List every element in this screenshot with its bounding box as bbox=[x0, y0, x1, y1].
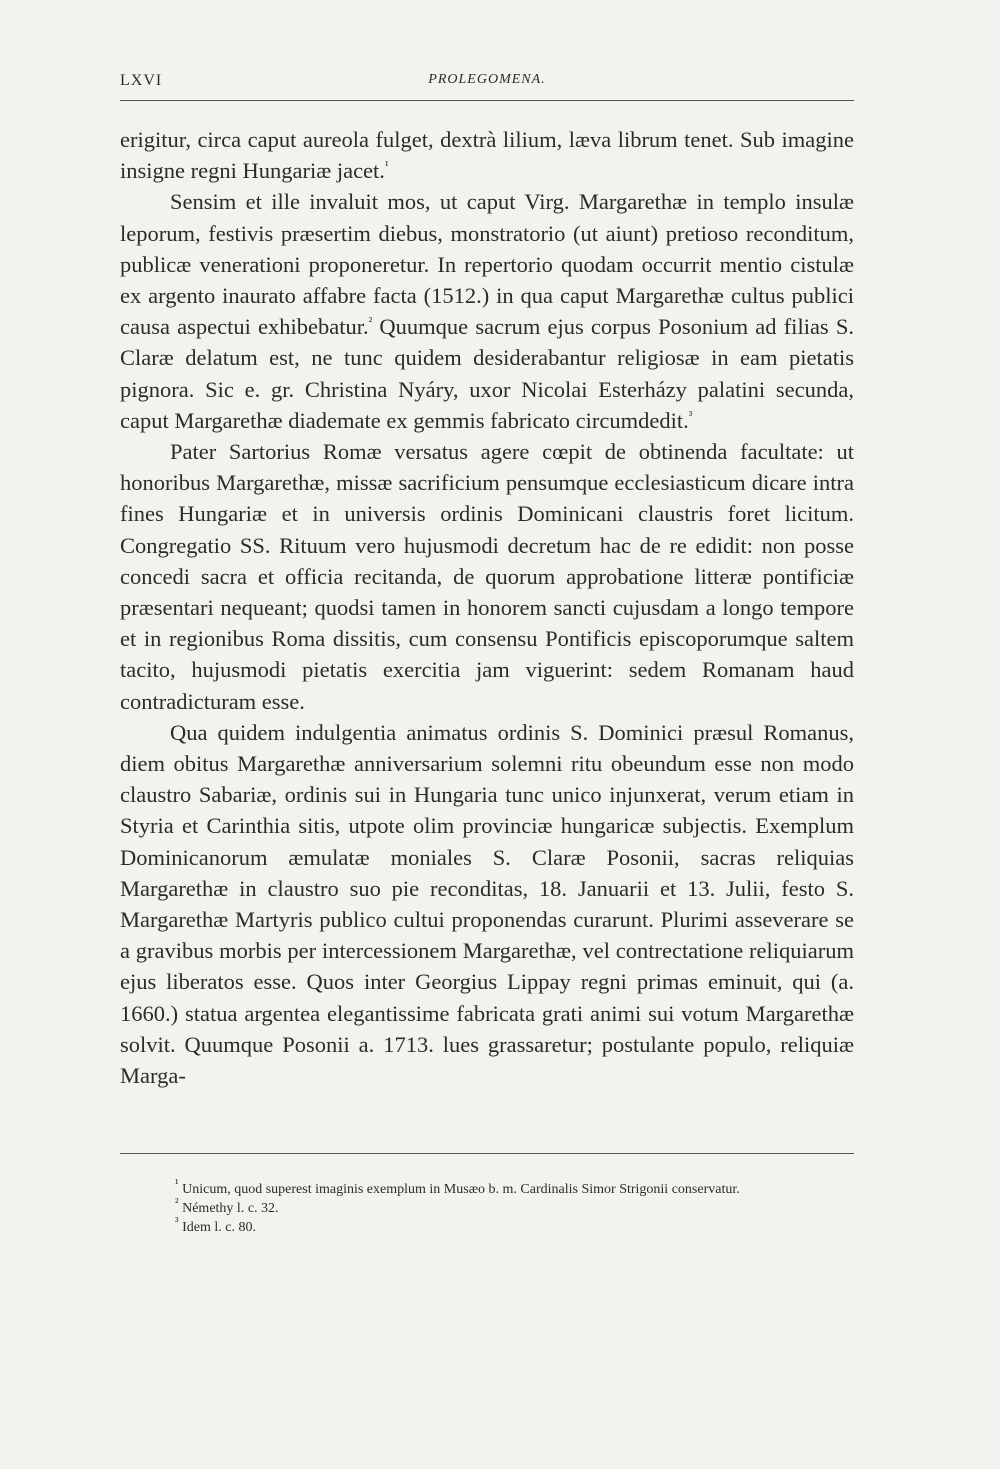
paragraph-2 bbox=[120, 186, 854, 436]
footnote-rule bbox=[120, 1153, 854, 1154]
footnotes bbox=[120, 1176, 854, 1237]
footnote-mark: ³ bbox=[175, 1214, 179, 1229]
footnote-ref-3: ³ bbox=[688, 408, 693, 423]
footnote-text: Unicum, quod superest imaginis exemplum in Musæo b. m. Cardinalis Simor Strigonii conservatur. bbox=[178, 1182, 740, 1197]
paragraph-text: Sensim et ille invaluit mos, ut caput Virg. Margarethæ in templo insulæ leporum, festivis præsertim diebus, monstratorio (ut aiunt) pretioso reconditum, publicæ venerationi proponeretur. In repertorio quodam occurrit mentio cistulæ ex argento inaurato affabre facta (1512.) in qua caput Margarethæ cultus publici causa aspectui exhibebatur. bbox=[120, 189, 854, 340]
footnote-text: Idem l. c. 80. bbox=[178, 1220, 256, 1235]
paragraph-4 bbox=[120, 717, 854, 1091]
footnote-3 bbox=[120, 1214, 854, 1237]
footnote-1 bbox=[120, 1176, 854, 1199]
footnote-text: Némethy l. c. 32. bbox=[178, 1201, 279, 1216]
header-rule bbox=[120, 100, 854, 101]
running-head bbox=[120, 72, 854, 98]
footnote-mark: ¹ bbox=[175, 1176, 179, 1191]
paragraph-text: erigitur, circa caput aureola fulget, dextrà lilium, læva librum tenet. Sub imagine insigne regni Hungariæ jacet. bbox=[120, 127, 854, 184]
footnote-ref-1: ¹ bbox=[384, 158, 389, 173]
footnote-ref-2: ² bbox=[368, 314, 373, 329]
footnote-mark: ² bbox=[175, 1195, 179, 1210]
paragraph-text: Pater Sartorius Romæ versatus agere cœpit de obtinenda facultate: ut honoribus Margarethæ, missæ sacrificium pensumque ecclesiasticum dicare intra fines Hungariæ et in universis ordinis Dominicani claustris foret licitum. Congregatio SS. Rituum vero hujusmodi decretum hac de re edidit: non posse concedi sacra et officia recitanda, de quorum approbatione litteræ pontificiæ præsentari nequeant; quodsi tamen in honorem sancti cujusdam a longo tempore et in regionibus Roma dissitis, cum consensu Pontificis episcoporumque saltem tacito, hujusmodi pietatis exercitia jam viguerint: sedem Romanam haud contradicturam esse. bbox=[120, 439, 854, 714]
page-number: LXVI bbox=[120, 72, 163, 89]
paragraph-text-continued: Quumque sacrum ejus corpus Posonium ad filias S. Claræ delatum est, ne tunc quidem desiderabantur religiosæ in eam pietatis pignora. Sic e. gr. Christina Nyáry, uxor Nicolai Esterházy palatini secunda, caput Margarethæ diademate ex gemmis fabricato circumdedit. bbox=[120, 314, 854, 433]
paragraph-1 bbox=[120, 124, 854, 186]
body-text bbox=[120, 124, 854, 1091]
paragraph-3 bbox=[120, 436, 854, 717]
footnote-2 bbox=[120, 1195, 854, 1218]
paragraph-text: Qua quidem indulgentia animatus ordinis S. Dominici præsul Romanus, diem obitus Margarethæ anniversarium solemni ritu obeundum esse non modo claustro Sabariæ, ordinis sui in Hungaria tunc unico injunxerat, verum etiam in Styria et Carinthia sitis, utpote olim provinciæ hungaricæ subjectis. Exemplum Dominicanorum æmulatæ moniales S. Claræ Posonii, sacras reliquias Margarethæ in claustro suo pie reconditas, 18. Januarii et 13. Julii, festo S. Margarethæ Martyris publico cultui proponendas curarunt. Plurimi asseverare se a gravibus morbis per intercessionem Margarethæ, vel contrectatione reliquiarum ejus liberatos esse. Quos inter Georgius Lippay regni primas eminuit, qui (a. 1660.) statua argentea elegantissime fabricata grati animi sui votum Margarethæ solvit. Quumque Posonii a. 1713. lues grassaretur; postulante populo, reliquiæ Marga- bbox=[120, 719, 854, 1089]
running-title: PROLEGOMENA. bbox=[428, 72, 546, 87]
